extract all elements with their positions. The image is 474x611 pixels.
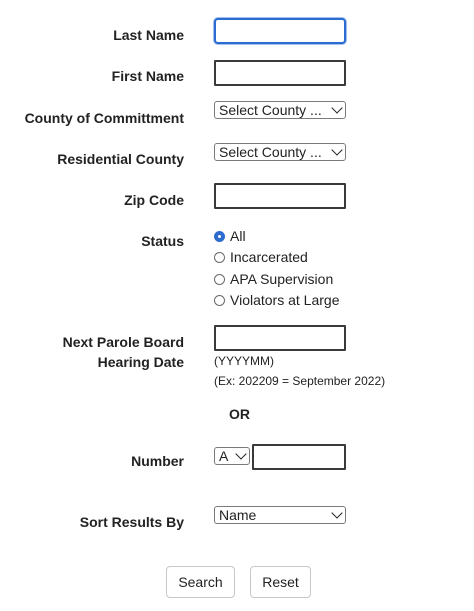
status-option-all[interactable]	[214, 226, 246, 246]
search-button[interactable]: Search	[166, 566, 235, 598]
number-prefix-select[interactable]	[214, 447, 250, 465]
residential-county-label: Residential County	[57, 151, 184, 167]
status-label: Status	[141, 233, 184, 249]
county-commitment-label: County of Committment	[24, 110, 184, 126]
radio-icon[interactable]	[214, 274, 225, 285]
reset-button[interactable]: Reset	[250, 566, 311, 598]
status-option-label: APA Supervision	[230, 271, 334, 287]
county-commitment-select[interactable]	[214, 101, 346, 119]
status-option-violators[interactable]	[214, 290, 339, 310]
parole-date-input[interactable]	[214, 325, 346, 351]
chevron-down-icon	[331, 144, 342, 155]
number-input[interactable]	[252, 444, 346, 470]
parole-date-label-line1: Next Parole Board	[62, 334, 184, 350]
chevron-down-icon	[235, 448, 246, 459]
last-name-input[interactable]	[214, 18, 346, 44]
status-option-label: Violators at Large	[230, 292, 340, 308]
or-separator: OR	[229, 406, 250, 422]
sort-results-select[interactable]	[214, 506, 346, 524]
status-option-label: Incarcerated	[230, 249, 308, 265]
radio-checked-icon[interactable]	[214, 231, 225, 242]
parole-date-example-hint: (Ex: 202209 = September 2022)	[214, 374, 386, 388]
last-name-label: Last Name	[113, 27, 184, 43]
residential-county-select[interactable]	[214, 143, 346, 161]
sort-results-value: Name	[219, 507, 257, 523]
radio-icon[interactable]	[214, 252, 225, 263]
status-option-apa-supervision[interactable]	[214, 269, 333, 289]
zip-code-input[interactable]	[214, 183, 346, 209]
number-prefix-value: A	[219, 448, 229, 464]
sort-results-label: Sort Results By	[79, 514, 184, 530]
number-label: Number	[131, 453, 184, 469]
first-name-label: First Name	[111, 68, 184, 84]
chevron-down-icon	[331, 507, 342, 518]
status-option-incarcerated[interactable]	[214, 247, 308, 267]
status-option-label: All	[230, 228, 246, 244]
residential-county-value: Select County ...	[219, 144, 322, 160]
zip-code-label: Zip Code	[124, 192, 184, 208]
parole-date-label-line2: Hearing Date	[97, 354, 184, 370]
first-name-input[interactable]	[214, 60, 346, 86]
county-commitment-value: Select County ...	[219, 102, 322, 118]
parole-date-format-hint: (YYYYMM)	[214, 354, 274, 368]
radio-icon[interactable]	[214, 295, 225, 306]
chevron-down-icon	[331, 102, 342, 113]
